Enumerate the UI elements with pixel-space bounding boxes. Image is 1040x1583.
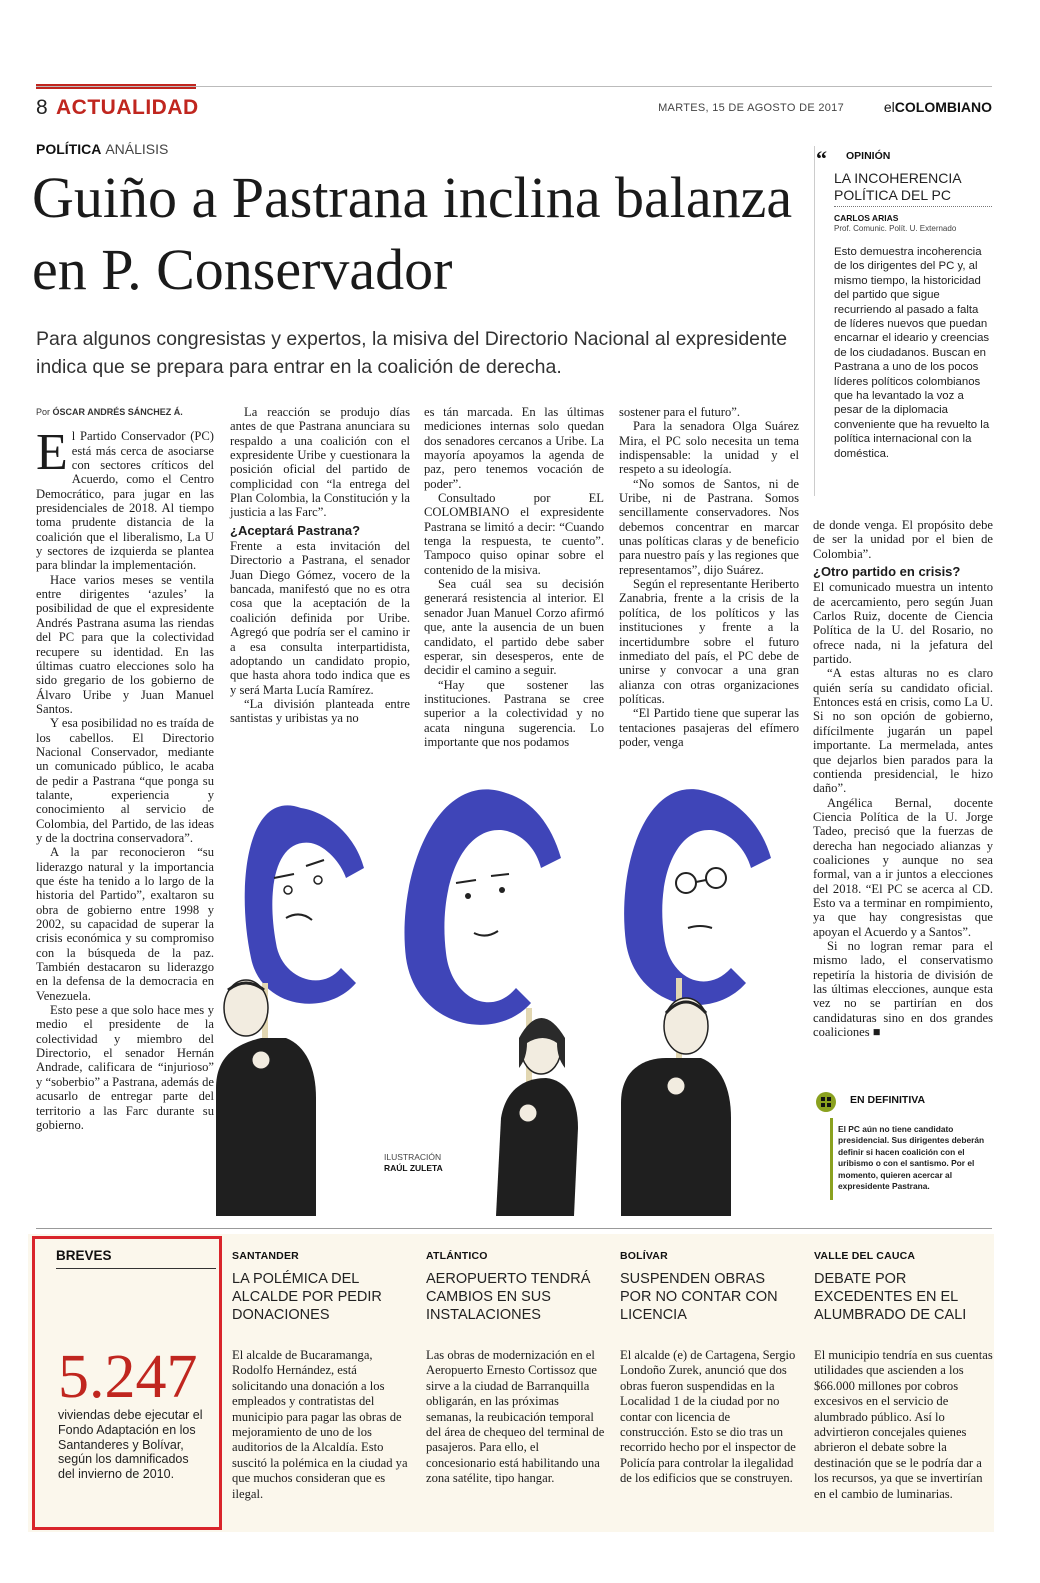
brief-region: VALLE DEL CAUCA xyxy=(814,1250,916,1262)
issue-date: MARTES, 15 DE AGOSTO DE 2017 xyxy=(658,102,844,114)
brief-title: AEROPUERTO TENDRÁ CAMBIOS EN SUS INSTALACIONES xyxy=(426,1271,591,1323)
brief-text: Las obras de modernización en el Aeropuerto Ernesto Cortissoz que sirve a la ciudad de Barranquilla obligarán, en las próximas semanas, la reubicación temporal del área de chequeo del terminal de pasajeros. Para ello, el concesionario está habilitando una zona satélite, tipo hangar. xyxy=(426,1348,605,1486)
opinion-divider xyxy=(834,206,992,207)
dropcap: E xyxy=(36,424,68,482)
brief-region: SANTANDER xyxy=(232,1250,299,1262)
figure-3 xyxy=(621,789,771,1216)
article-column-4: sostener para el futuro”. Para la senadora Olga Suárez Mira, el PC solo necesita un tema indispensable: la unidad y el respeto a su ideología. “No somos de Santos, ni de Uribe, ni de Pastrana. Somos sencillamente conservadores. Nos debemos concentrar en marcar unas políticas claras y de beneficio para nuestro país y las regiones que representamos”, dijo Suárez. Según el representante Heriberto Zanabria, frente a la crisis de la política, de los políticos y las instituciones y frente a la incertidumbre sobre el futuro inmediato del país, el PC debe de unirse y convocar a una gran alianza con otras organizaciones políticas. “El Partido tiene que superar las tentaciones pasajeras del efímero poder, venga xyxy=(619,405,799,749)
illustration-credit: ILUSTRACIÓN RAÚL ZULETA xyxy=(384,1152,443,1173)
brief-title: SUSPENDEN OBRAS POR NO CONTAR CON LICENCIA xyxy=(620,1271,778,1323)
definitiva-text: El PC aún no tiene candidato presidencial. Sus dirigentes deberán definir si hacen coalición con el uribismo o con el santismo. Por el momento, quieren acercar al expresidente Pastrana. xyxy=(838,1124,985,1192)
breves-number: 5.247 xyxy=(58,1343,198,1411)
opinion-author: CARLOS ARIAS xyxy=(834,213,899,223)
opinion-box xyxy=(816,144,992,504)
header-rule xyxy=(36,86,992,87)
newspaper-name: elCOLOMBIANO xyxy=(883,99,992,115)
brief-text: El alcalde (e) de Cartagena, Sergio Londoño Zurek, anunció que dos obras fueron suspendidas en la Localidad 1 de la ciudad por no contar con licencia de construcción. Esto se dio tras un recorrido hecho por el inspector de Policía para controlar la ilegalidad de los edificios que se construyen. xyxy=(620,1348,796,1486)
opinion-text: Esto demuestra incoherencia de los dirigentes del PC y, al mismo tiempo, la historicidad del partido que sigue recurriendo al pasado a falta de líderes nuevos que puedan encarnar el ideario y creencias de los ciudadanos. Buscan en Pastrana a uno de los pocos líderes políticos colombianos que ha levantado la voz a pesar de la diplomacia conveniente que ha revuelto la política internacional con la doméstica. xyxy=(834,246,990,460)
opinion-author-role: Prof. Comunic. Polít. U. Externado xyxy=(834,224,957,233)
breves-label: BREVES xyxy=(56,1248,112,1263)
deck: Para algunos congresistas y expertos, la misiva del Directorio Nacional al expresidente indica que se prepara para entrar en la coalición de derecha. xyxy=(36,328,788,378)
figure-1 xyxy=(216,805,364,1216)
quote-icon: “ xyxy=(816,146,827,171)
brief-bolivar xyxy=(620,1250,800,1487)
brief-text: El alcalde de Bucaramanga, Rodolfo Hernández, está solicitando una donación a los empleados y contratistas del municipio para pagar las obras de mejoramiento de uno de los auditorios de la Alcaldía. Esto suscitó la polémica en la ciudad ya que muchos consideran que es ilegal. xyxy=(232,1348,408,1501)
brief-region: BOLÍVAR xyxy=(620,1250,668,1262)
section-name: ACTUALIDAD xyxy=(56,96,199,119)
definitiva-icon xyxy=(816,1092,836,1112)
article-column-5: de donde venga. El propósito debe de ser la unidad por el bien de Colombia”. ¿Otro partido en crisis? El comunicado muestra un intento de acercamiento, pero según Juan Carlos Ruiz, docente de Ciencia Política de la U. del Rosario, no ofrece nada, ni la jefatura del partido. “A estas alturas no es claro quién sería su candidato oficial. Entonces está en crisis, como La U. Si no son opción de gobierno, difícilmente jugarán un papel importante. La mermelada, antes que dejarlos bien parados para la contienda presidencial, le hizo daño”. Angélica Bernal, docente Ciencia Política de la U. Jorge Tadeo, precisó que la fuerzas de derecha han negociado alianzas y coaliciones y aunque no sea formal, van a ir juntos a elecciones del 2018. “El PC se acerca al CD. Esto va a terminar en rompimiento, ya que hay congresistas que apoyan el Acuerdo y a Santos”. Si no logran remar para el mismo lado, el conservatismo repetiría la historia de división de las últimas elecciones, aunque esta vez no se partirían en dos candidaturas sino en dos grandes coaliciones ■ xyxy=(813,518,993,1040)
article-column-1: Por ÓSCAR ANDRÉS SÁNCHEZ Á. El Partido Conservador (PC) está más cerca de asociarse con sectores críticos del Acuerdo, como el Centro Democrático, para jugar en las presidenciales de 2018. Al tiempo toma prudente distancia de la coalición que el liberalismo, La U y sectores de izquierda se plantea para blindar la implementación. Hace varios meses se ventila entre dirigentes ‘azules’ la posibilidad de que el expresidente Andrés Pastrana asuma las riendas del PC para que la colectividad recupere su identidad. En las últimas cuatro elecciones solo ha sido gregario de los gobierno de Álvaro Uribe y Juan Manuel Santos. Y esa posibilidad no es traída de los cabellos. El Directorio Nacional Conservador, mediante un comunicado público, le acaba de pedir a Pastrana “que ponga su talante, experiencia y conocimiento al servicio de Colombia, del Partido, de las ideas y de la doctrina conservadora”. A la par reconocieron “su liderazgo natural y la importancia que éste ha tenido a lo largo de la historia del Partido”, exaltaron su obra de gobierno entre 1998 y 2002, su capacidad de superar la crisis económica y su compromiso con la búsqueda de la paz. También destacaron su liderazgo en la defensa de la democracia en Venezuela. Esto pese a que solo hace mes y medio el presidente de la colectividad y miembro del Directorio, el senador Hernán Andrade, calificara de “injurioso” y “soberbio” a Pastrana, además de acusarlo de entregar parte del territorio a las Farc durante su gobierno. xyxy=(36,407,214,1132)
illustration xyxy=(206,768,806,1216)
breves-number-text: viviendas debe ejecutar el Fondo Adaptación en los Santanderes y Bolívar, según los damnificados del invierno de 2010. xyxy=(58,1408,203,1482)
brief-text: El municipio tendría en sus cuentas utilidades que ascienden a los $66.000 millones por cobros excesivos en el servicio de alumbrado público. Así lo advirtieron concejales quienes abrieron el debate sobre la destinación que se le podría dar a los recursos, ya que se invertirían en el cambio de luminarias. xyxy=(814,1348,993,1501)
opinion-title: LA INCOHERENCIA POLÍTICA DEL PC xyxy=(834,170,961,203)
subhead-aceptara: ¿Aceptará Pastrana? xyxy=(230,522,361,538)
brief-region: ATLÁNTICO xyxy=(426,1250,488,1262)
brief-santander xyxy=(232,1250,412,1502)
article-column-3: es tán marcada. En las últimas mediciones internas solo quedan dos senadores cercanos a Uribe. La mayoría apoyamos la agenda de paz, pero tenemos vocación de poder”. Consultado por EL COLOMBIANO el expresidente Pastrana se limitó a decir: “Cuando tenga la respuesta, te cuento”. Tampoco quiso opinar sobre el contenido de la misiva. Sea cuál sea su decisión generará resistencia al interior. El senador Juan Manuel Corzo afirmó que, ante la ausencia de un buen candidato, el partido debe saber esperar, sin desesperos, ente de decidir el camino a seguir. “Hay que sostener las instituciones. Pastrana se cree superior a la colectividad y no acata ninguna sugerencia. Lo importante que nos podamos xyxy=(424,405,604,749)
byline: Por ÓSCAR ANDRÉS SÁNCHEZ Á. xyxy=(36,407,183,417)
definitiva-bar xyxy=(830,1118,833,1200)
brief-atlantico xyxy=(426,1250,606,1487)
page-number: 8 xyxy=(36,96,48,119)
section-divider xyxy=(36,1228,992,1229)
brief-valle-del-cauca xyxy=(814,1250,994,1502)
opinion-rule xyxy=(814,146,815,496)
subhead-otro-partido: ¿Otro partido en crisis? xyxy=(813,564,961,580)
brief-title: LA POLÉMICA DEL ALCALDE POR PEDIR DONACIONES xyxy=(232,1271,382,1323)
definitiva-label: EN DEFINITIVA xyxy=(850,1094,926,1106)
page-header xyxy=(36,96,992,124)
breves-rule xyxy=(56,1268,216,1269)
article-kicker: POLÍTICA ANÁLISIS xyxy=(36,141,169,157)
article-column-2: La reacción se produjo días antes de que Pastrana anunciara su respaldo a una coalición con el expresidente Uribe y cuestionara la posición oficial del partido de complicidad con “la entrega del Plan Colombia, la Constitución y la justicia a las Farc”. ¿Aceptará Pastrana? Frente a esta invitación del Directorio a Pastrana, el senador Juan Diego Gómez, vocero de la bancada, manifestó que no es otra cosa que la aceptación de la coalición definida por Uribe. Agregó que podría ser el camino ir a esa consulta interpartidista, adoptando un candidato propio, que hasta ahora todo indica que es y será Marta Lucía Ramírez. “La división planteada entre santistas y uribistas ya no xyxy=(230,405,410,726)
headline: Guiño a Pastrana inclina balanza en P. Conservador xyxy=(32,165,793,302)
opinion-label: OPINIÓN xyxy=(846,150,891,162)
brief-title: DEBATE POR EXCEDENTES EN EL ALUMBRADO DE CALI xyxy=(814,1271,967,1323)
